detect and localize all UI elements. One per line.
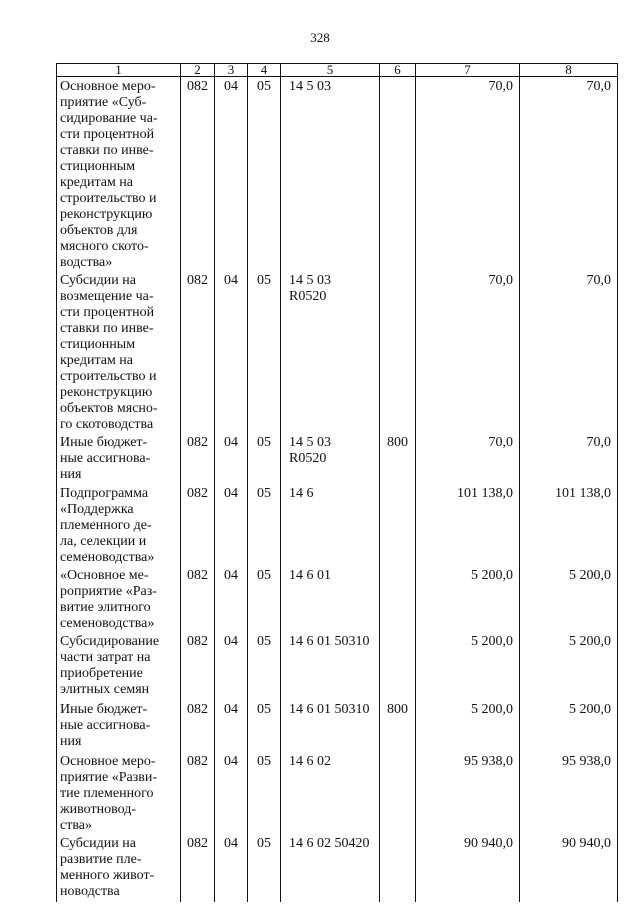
row-sum-1: 95 938,0 <box>416 752 520 834</box>
column-header-1: 1 <box>57 64 181 77</box>
row-name: Иные бюджет- ные ассигнова- ния <box>57 433 181 484</box>
row-section: 04 <box>215 433 248 484</box>
row-name: Основное меро- приятие «Суб- сидирование ча- сти процентной ставки по инве- стиционным кредитам на строительство и реконструкцию объектов для мясного ското- водства» <box>57 77 181 272</box>
row-section: 04 <box>215 834 248 902</box>
row-subsection: 05 <box>248 484 281 566</box>
row-subsection: 05 <box>248 752 281 834</box>
row-expense-type <box>380 752 416 834</box>
column-header-4: 4 <box>248 64 281 77</box>
row-subsection: 05 <box>248 632 281 700</box>
row-expense-type: 800 <box>380 700 416 752</box>
header-row <box>57 64 618 77</box>
row-grbs: 082 <box>181 566 215 632</box>
row-sum-1: 5 200,0 <box>416 700 520 752</box>
row-expense-type: 800 <box>380 433 416 484</box>
row-name: Субсидии на развитие пле- менного живот- новодства <box>57 834 181 902</box>
column-header-8: 8 <box>520 64 618 77</box>
row-sum-1: 101 138,0 <box>416 484 520 566</box>
table-row <box>57 271 618 433</box>
row-expense-type <box>380 271 416 433</box>
table-row <box>57 632 618 700</box>
table-row <box>57 700 618 752</box>
row-grbs: 082 <box>181 77 215 272</box>
row-section: 04 <box>215 632 248 700</box>
table-row <box>57 433 618 484</box>
row-sum-1: 90 940,0 <box>416 834 520 902</box>
row-section: 04 <box>215 752 248 834</box>
row-subsection: 05 <box>248 77 281 272</box>
row-expense-type <box>380 834 416 902</box>
row-sum-2: 90 940,0 <box>520 834 618 902</box>
table-row <box>57 484 618 566</box>
row-grbs: 082 <box>181 834 215 902</box>
row-section: 04 <box>215 566 248 632</box>
row-expense-type <box>380 632 416 700</box>
row-subsection: 05 <box>248 566 281 632</box>
row-name: Иные бюджет- ные ассигнова- ния <box>57 700 181 752</box>
row-sum-2: 5 200,0 <box>520 632 618 700</box>
row-sum-2: 5 200,0 <box>520 566 618 632</box>
row-grbs: 082 <box>181 700 215 752</box>
row-expense-type <box>380 77 416 272</box>
row-sum-2: 95 938,0 <box>520 752 618 834</box>
table-row <box>57 566 618 632</box>
row-sum-2: 70,0 <box>520 433 618 484</box>
row-section: 04 <box>215 700 248 752</box>
row-sum-1: 5 200,0 <box>416 566 520 632</box>
column-header-6: 6 <box>380 64 416 77</box>
row-sum-2: 101 138,0 <box>520 484 618 566</box>
row-sum-1: 70,0 <box>416 271 520 433</box>
row-subsection: 05 <box>248 271 281 433</box>
row-subsection: 05 <box>248 834 281 902</box>
row-name: Основное меро- приятие «Разви- тие племенного животновод- ства» <box>57 752 181 834</box>
column-header-3: 3 <box>215 64 248 77</box>
row-target-article: 14 6 01 50310 <box>281 700 380 752</box>
page-number: 328 <box>310 30 330 45</box>
row-sum-1: 70,0 <box>416 433 520 484</box>
row-expense-type <box>380 566 416 632</box>
table-row <box>57 77 618 272</box>
row-subsection: 05 <box>248 433 281 484</box>
row-grbs: 082 <box>181 484 215 566</box>
row-sum-2: 70,0 <box>520 77 618 272</box>
row-sum-1: 70,0 <box>416 77 520 272</box>
row-sum-1: 5 200,0 <box>416 632 520 700</box>
row-target-article: 14 6 <box>281 484 380 566</box>
row-target-article: 14 6 01 <box>281 566 380 632</box>
row-target-article: 14 6 02 <box>281 752 380 834</box>
row-grbs: 082 <box>181 433 215 484</box>
row-name: Подпрограмма «Поддержка племенного де- ла, селекции и семеноводства» <box>57 484 181 566</box>
row-section: 04 <box>215 77 248 272</box>
column-header-2: 2 <box>181 64 215 77</box>
row-grbs: 082 <box>181 271 215 433</box>
table-row <box>57 752 618 834</box>
row-subsection: 05 <box>248 700 281 752</box>
row-sum-2: 70,0 <box>520 271 618 433</box>
budget-table <box>56 63 618 902</box>
row-sum-2: 5 200,0 <box>520 700 618 752</box>
row-target-article: 14 6 02 50420 <box>281 834 380 902</box>
row-target-article: 14 5 03 <box>281 77 380 272</box>
row-target-article: 14 6 01 50310 <box>281 632 380 700</box>
row-section: 04 <box>215 271 248 433</box>
row-expense-type <box>380 484 416 566</box>
row-name: Субсидирование части затрат на приобретение элитных семян <box>57 632 181 700</box>
table-row <box>57 834 618 902</box>
row-name: Субсидии на возмещение ча- сти процентной ставки по инве- стиционным кредитам на строительство и реконструкцию объектов мясно- го скотоводства <box>57 271 181 433</box>
row-target-article: 14 5 03 R0520 <box>281 271 380 433</box>
row-grbs: 082 <box>181 632 215 700</box>
row-name: «Основное ме- роприятие «Раз- витие элитного семеноводства» <box>57 566 181 632</box>
row-target-article: 14 5 03 R0520 <box>281 433 380 484</box>
column-header-7: 7 <box>416 64 520 77</box>
column-header-5: 5 <box>281 64 380 77</box>
row-section: 04 <box>215 484 248 566</box>
row-grbs: 082 <box>181 752 215 834</box>
